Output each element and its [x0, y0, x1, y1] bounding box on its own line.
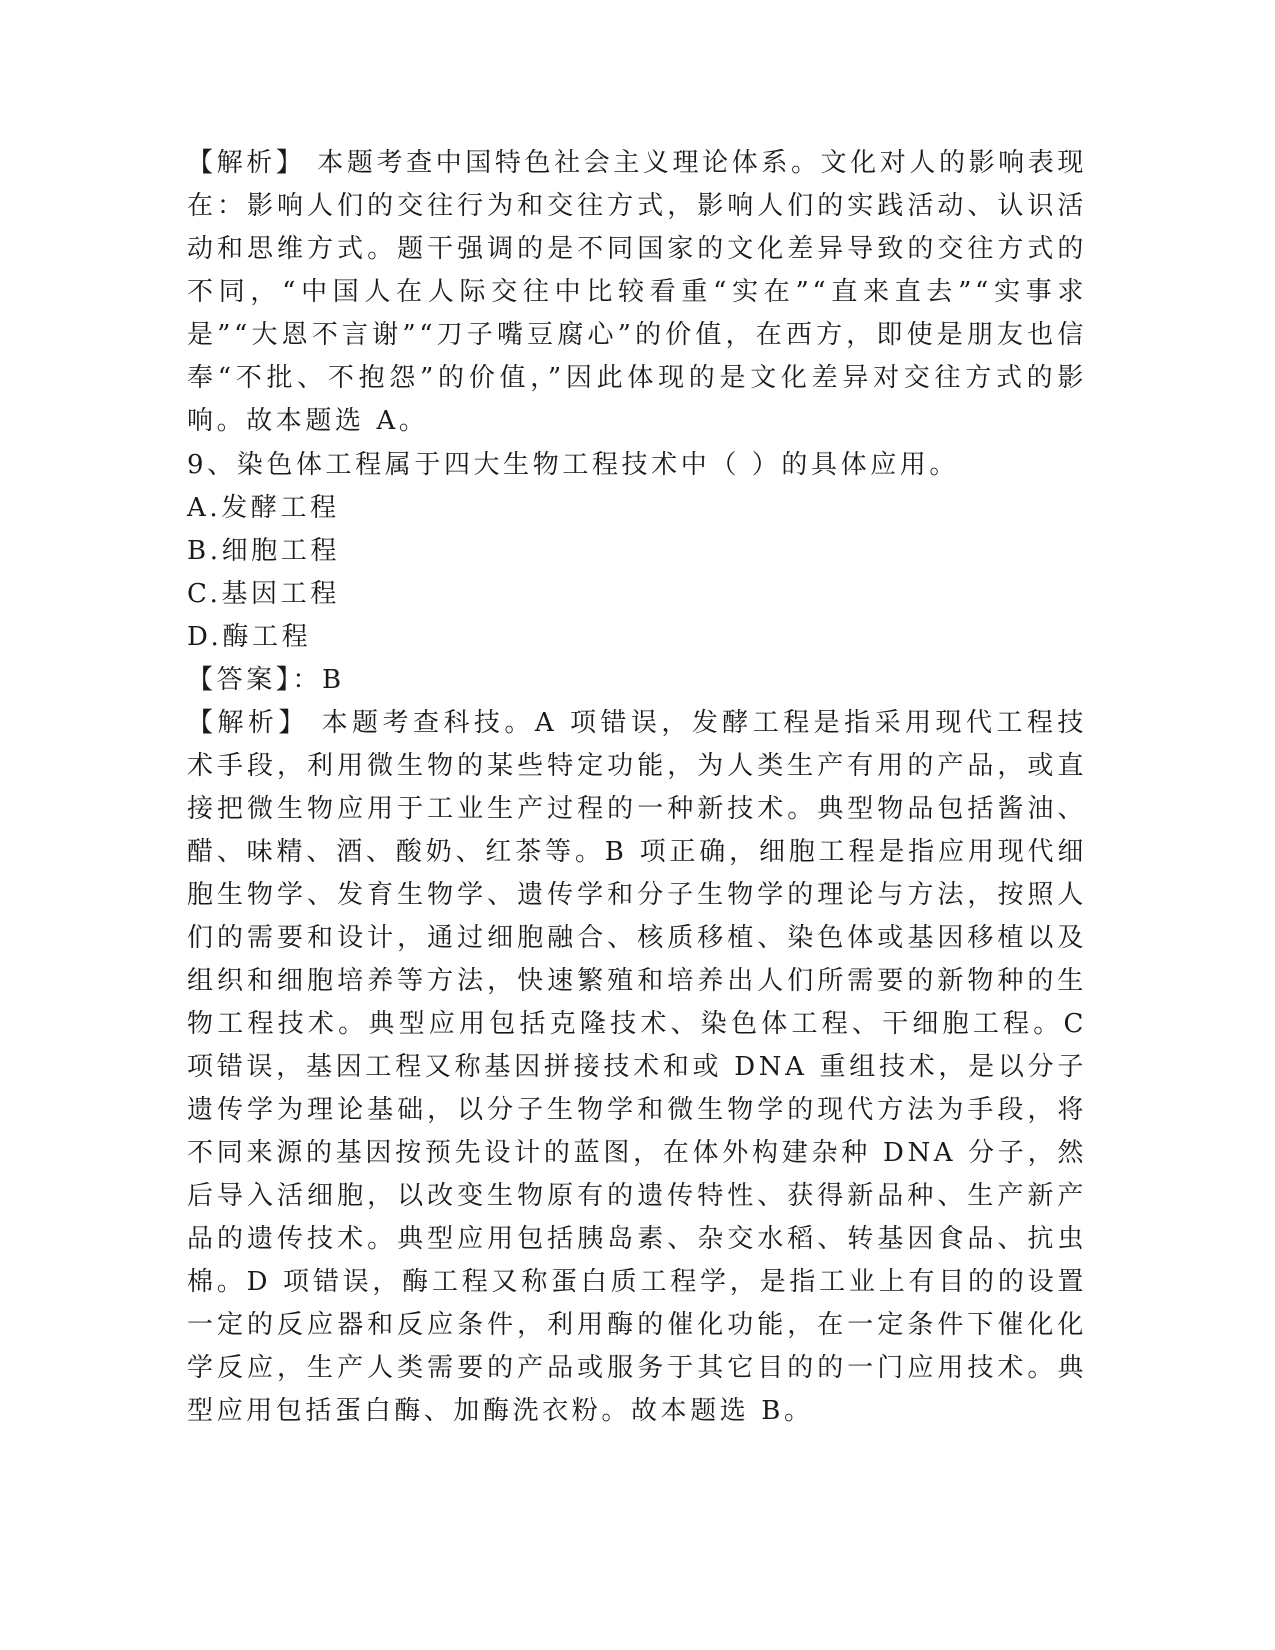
answer-line: 【答案】：B	[187, 665, 345, 695]
analysis-paragraph-q9: 【解析】 本题考查科技。A 项错误，发酵工程是指采用现代工程技术手段，利用微生物的某些特定功能，为人类生产有用的产品，或直接把微生物应用于工业生产过程的一种新技术。典型物品包括酱油、醋、味精、酒、酸奶、红茶等。B 项正确，细胞工程是指应用现代细胞生物学、发育生物学、遗传学和分子生物学的理论与方法，按照人们的需要和设计，通过细胞融合、核质移植、染色体或基因移植以及组织和细胞培养等方法，快速繁殖和培养出人们所需要的新物种的生物工程技术。典型应用包括克隆技术、染色体工程、干细胞工程。C 项错误，基因工程又称基因拼接技术和或 DNA 重组技术，是以分子遗传学为理论基础，以分子生物学和微生物学的现代方法为手段，将不同来源的基因按预先设计的蓝图，在体外构建杂种 DNA 分子，然后导入活细胞，以改变生物原有的遗传特性、获得新品种、生产新产品的遗传技术。典型应用包括胰岛素、杂交水稻、转基因食品、抗虫棉。D 项错误，酶工程又称蛋白质工程学，是指工业上有目的的设置一定的反应器和反应条件，利用酶的催化功能，在一定条件下催化化学反应，生产人类需要的产品或服务于其它目的的一门应用技术。典型应用包括蛋白酶、加酶洗衣粉。故本题选 B。	[187, 708, 1087, 1426]
option-b: B.细胞工程	[187, 536, 340, 566]
option-a: A.发酵工程	[187, 493, 340, 523]
option-c: C.基因工程	[187, 579, 340, 609]
question-stem: 9、染色体工程属于四大生物工程技术中（ ）的具体应用。	[187, 450, 960, 480]
analysis-paragraph-q8: 【解析】 本题考查中国特色社会主义理论体系。文化对人的影响表现在：影响人们的交往行为和交往方式，影响人们的实践活动、认识活动和思维方式。题干强调的是不同国家的文化差异导致的交往方式的不同，“中国人在人际交往中比较看重“实在”“直来直去”“实事求是”“大恩不言谢”“刀子嘴豆腐心”的价值，在西方，即使是朋友也信奉“不批、不抱怨”的价值，”因此体现的是文化差异对交往方式的影响。故本题选 A。	[187, 148, 1087, 436]
document-page	[187, 142, 1087, 1433]
option-d: D.酶工程	[187, 622, 312, 652]
question-block-q9	[187, 444, 1087, 702]
